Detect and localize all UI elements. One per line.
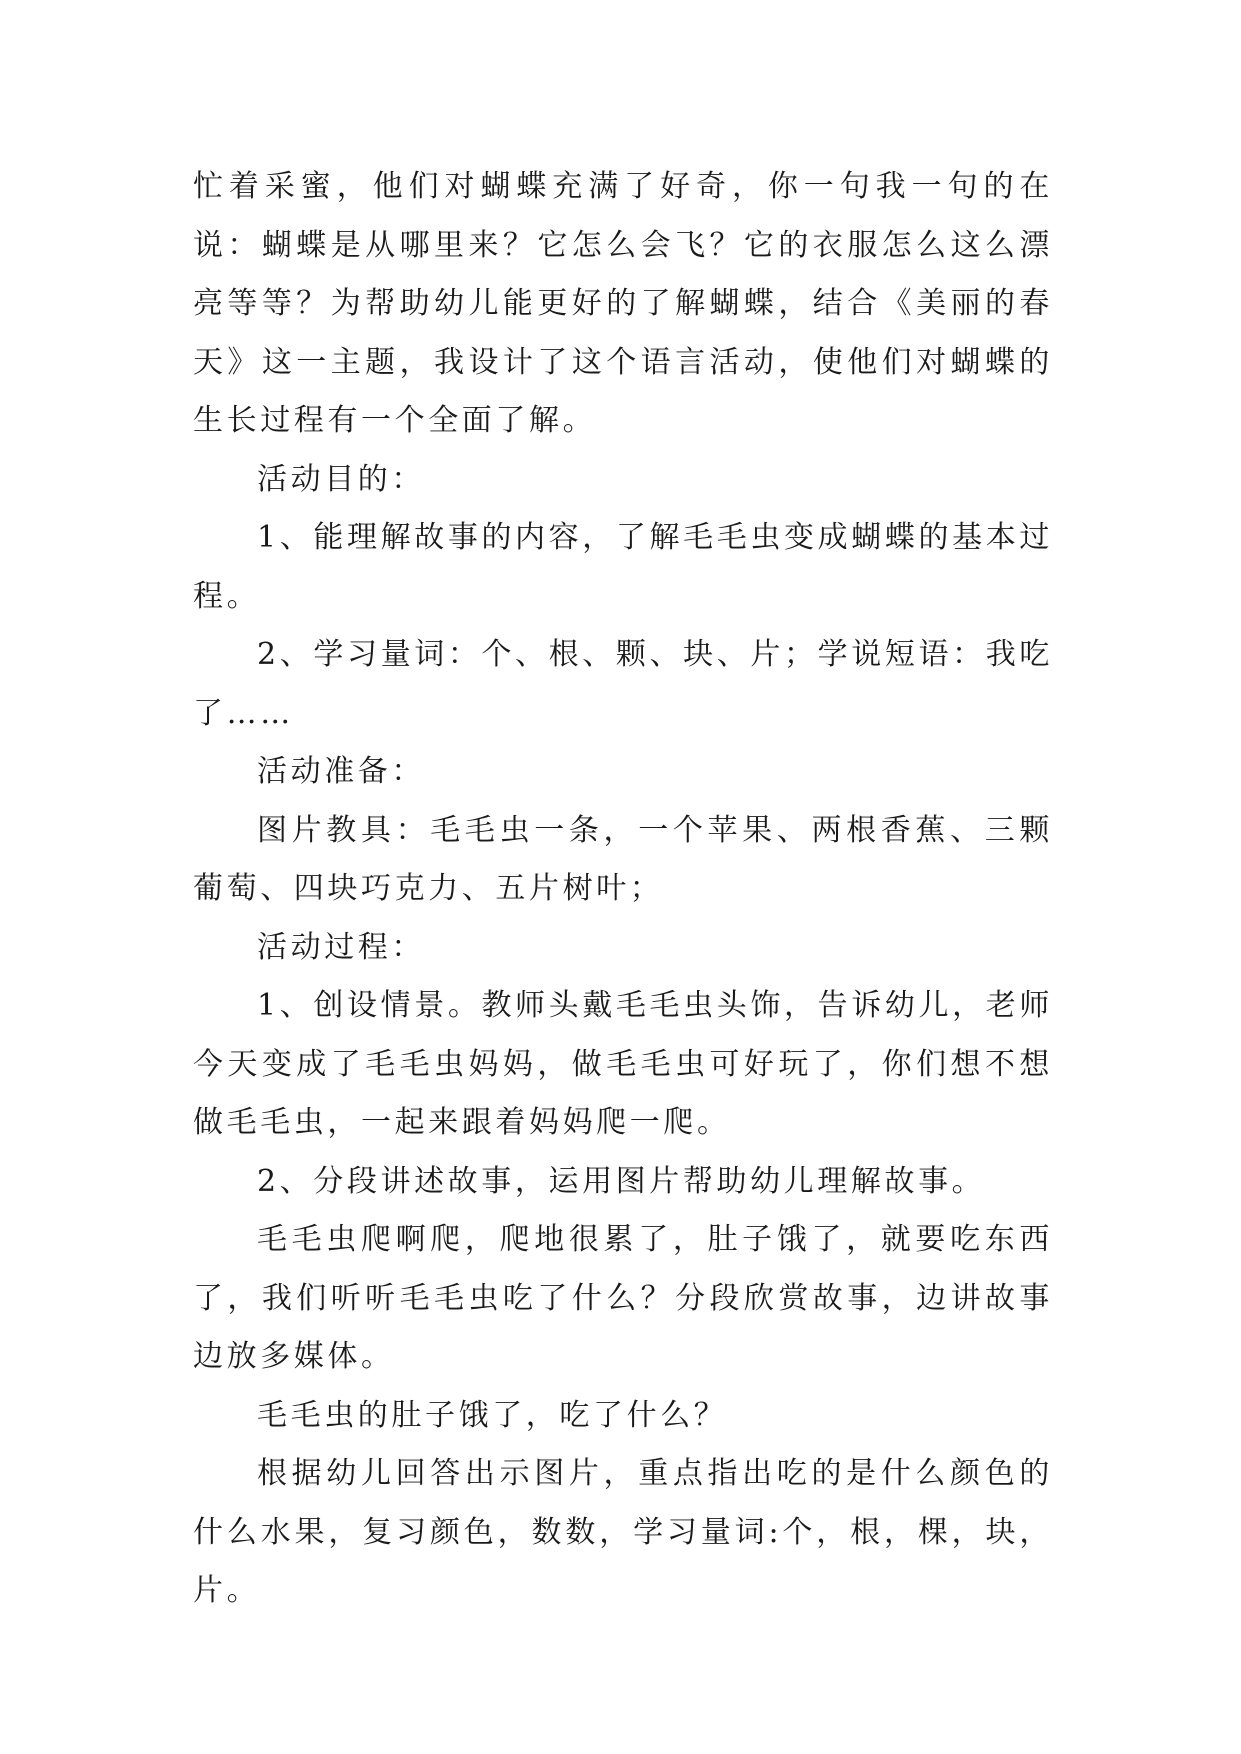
preparation-materials: 图片教具：毛毛虫一条，一个苹果、两根香蕉、三颗葡萄、四块巧克力、五片树叶； xyxy=(193,812,1053,906)
goal-item-1: 1、能理解故事的内容，了解毛毛虫变成蝴蝶的基本过程。 xyxy=(193,520,1053,614)
question-paragraph: 毛毛虫的肚子饿了，吃了什么？ xyxy=(257,1397,728,1433)
goal-item-2: 2、学习量词：个、根、颗、块、片；学说短语：我吃了…… xyxy=(193,637,1053,731)
process-step-1: 1、创设情景。教师头戴毛毛虫头饰，告诉幼儿，老师今天变成了毛毛虫妈妈，做毛毛虫可好玩了，你们想不想做毛毛虫，一起来跟着妈妈爬一爬。 xyxy=(193,988,1053,1140)
document-body xyxy=(193,158,1053,1621)
heading-activity-goals: 活动目的： xyxy=(257,461,425,497)
heading-activity-process: 活动过程： xyxy=(257,929,425,965)
paragraph-intro: 忙着采蜜，他们对蝴蝶充满了好奇，你一句我一句的在说：蝴蝶是从哪里来？它怎么会飞？它的衣服怎么这么漂亮等等？为帮助幼儿能更好的了解蝴蝶，结合《美丽的春天》这一主题，我设计了这个语言活动，使他们对蝴蝶的生长过程有一个全面了解。 xyxy=(193,169,1053,438)
process-step-2: 2、分段讲述故事，运用图片帮助幼儿理解故事。 xyxy=(257,1163,986,1199)
story-paragraph: 毛毛虫爬啊爬，爬地很累了，肚子饿了，就要吃东西了，我们听听毛毛虫吃了什么？分段欣赏故事，边讲故事边放多媒体。 xyxy=(193,1222,1053,1374)
heading-activity-preparation: 活动准备： xyxy=(257,754,425,789)
guidance-paragraph: 根据幼儿回答出示图片，重点指出吃的是什么颜色的什么水果，复习颜色，数数，学习量词:个，根，棵，块，片。 xyxy=(193,1456,1053,1608)
